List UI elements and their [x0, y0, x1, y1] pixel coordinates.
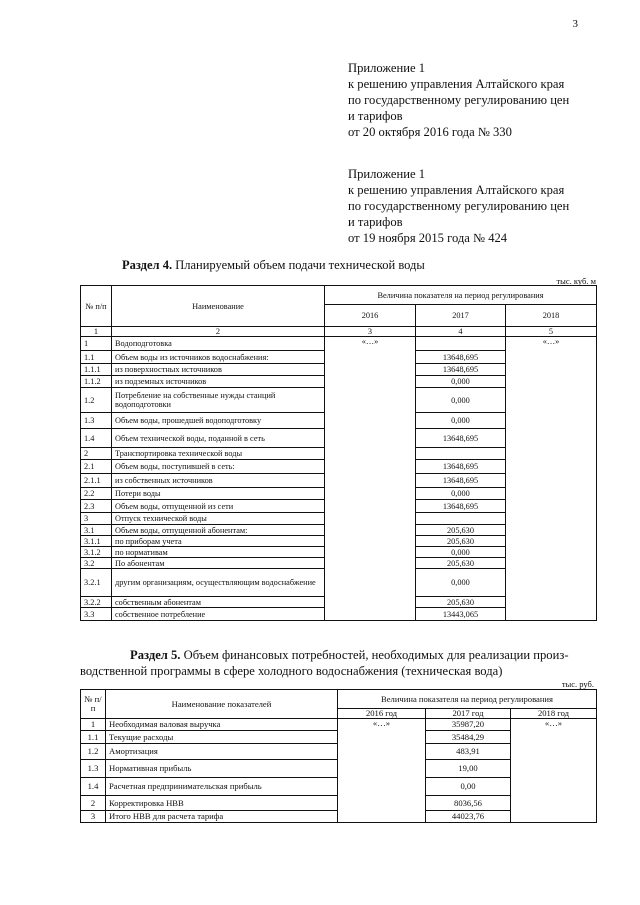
header-year: 2017 год	[426, 709, 511, 719]
value-2018: «…»	[506, 337, 597, 621]
section-5-title-line-1	[80, 647, 595, 663]
value-2017: 13443,065	[416, 608, 506, 621]
appendix-line: от 19 ноября 2015 года № 424	[348, 231, 508, 245]
row-name: Потери воды	[112, 488, 325, 500]
value-2017: 13648,695	[416, 429, 506, 448]
row-name: Объем воды, поступившей в сеть:	[112, 460, 325, 474]
row-num: 1.4	[81, 778, 106, 796]
appendix-line: по государственному регулированию цен	[348, 93, 570, 107]
row-name: другим организациям, осуществляющим водоснабжение	[112, 569, 325, 597]
section-5-title-line-2: водственной программы в сфере холодного водоснабжения (техническая вода)	[80, 664, 503, 678]
row-num: 1.2	[81, 744, 106, 760]
row-name: Расчетная предпринимательская прибыль	[106, 778, 338, 796]
section-4-label: Раздел 4.	[122, 258, 173, 272]
row-num: 3.1.2	[81, 547, 112, 558]
row-num: 2.3	[81, 500, 112, 513]
section-5-title	[80, 647, 595, 679]
column-number: 4	[416, 327, 506, 337]
section-4-table	[80, 285, 597, 621]
row-name: собственное потребление	[112, 608, 325, 621]
table-row	[81, 719, 597, 731]
value-2017: 483,91	[426, 744, 511, 760]
row-name: из собственных источников	[112, 474, 325, 488]
row-num: 1.1	[81, 731, 106, 744]
row-num: 1.1.2	[81, 376, 112, 388]
value-2017	[416, 337, 506, 351]
header-period: Величина показателя на период регулирования	[338, 690, 597, 709]
row-num: 1.1	[81, 351, 112, 364]
appendix-line: и тарифов	[348, 215, 403, 229]
section-5-heading: Объем финансовых потребностей, необходимых для реализации произ-	[180, 648, 569, 662]
appendix-block-2	[348, 166, 569, 246]
header-year: 2017	[416, 305, 506, 327]
appendix-line: по государственному регулированию цен	[348, 199, 570, 213]
column-number: 1	[81, 327, 112, 337]
appendix-line: Приложение 1	[348, 61, 426, 75]
row-num: 3.1	[81, 525, 112, 536]
row-name: из поверхностных источников	[112, 364, 325, 376]
row-num: 3.2.1	[81, 569, 112, 597]
row-num: 2.1.1	[81, 474, 112, 488]
column-number: 2	[112, 327, 325, 337]
value-2017: 13648,695	[416, 364, 506, 376]
header-year: 2018 год	[511, 709, 597, 719]
row-name: Текущие расходы	[106, 731, 338, 744]
value-2017: 19,00	[426, 760, 511, 778]
row-num: 2.1	[81, 460, 112, 474]
value-2017: 0,000	[416, 488, 506, 500]
value-2017: 13648,695	[416, 351, 506, 364]
row-name: Итого НВВ для расчета тарифа	[106, 811, 338, 823]
row-num: 2	[81, 448, 112, 460]
page-number: 3	[572, 18, 578, 30]
row-name: Необходимая валовая выручка	[106, 719, 338, 731]
section-5-unit: тыс. руб.	[561, 679, 594, 689]
header-num: № п/п	[81, 690, 106, 719]
row-num: 1.4	[81, 429, 112, 448]
row-name: Объем воды, прошедшей водоподготовку	[112, 413, 325, 429]
row-name: собственным абонентам	[112, 597, 325, 608]
value-2016: «…»	[325, 337, 416, 621]
header-name: Наименование	[112, 286, 325, 327]
row-num: 3.1.1	[81, 536, 112, 547]
value-2017: 8036,56	[426, 796, 511, 811]
value-2018: «…»	[511, 719, 597, 823]
row-num: 1	[81, 337, 112, 351]
appendix-block-1	[348, 60, 569, 140]
header-period: Величина показателя на период регулирования	[325, 286, 597, 305]
column-number: 5	[506, 327, 597, 337]
row-name: из подземных источников	[112, 376, 325, 388]
table-row	[81, 337, 597, 351]
header-year: 2018	[506, 305, 597, 327]
row-num: 2.2	[81, 488, 112, 500]
value-2017: 13648,695	[416, 474, 506, 488]
section-4-title	[122, 258, 425, 273]
section-5-table	[80, 689, 597, 823]
row-name: Нормативная прибыль	[106, 760, 338, 778]
row-name: Потребление на собственные нужды станций водоподготовки	[112, 388, 325, 413]
section-5-label: Раздел 5.	[130, 648, 181, 662]
row-name: Амортизация	[106, 744, 338, 760]
value-2016: «…»	[338, 719, 426, 823]
header-name: Наименование показателей	[106, 690, 338, 719]
row-name: Объем технической воды, поданной в сеть	[112, 429, 325, 448]
header-num: № п/п	[81, 286, 112, 327]
value-2017: 35484,29	[426, 731, 511, 744]
row-name: Отпуск технической воды	[112, 513, 325, 525]
row-num: 3.3	[81, 608, 112, 621]
row-name: Объем воды, отпущенной из сети	[112, 500, 325, 513]
section-4-unit: тыс. куб. м	[556, 276, 596, 286]
row-name: Водоподготовка	[112, 337, 325, 351]
appendix-line: Приложение 1	[348, 167, 426, 181]
row-num: 1.3	[81, 413, 112, 429]
value-2017: 0,000	[416, 569, 506, 597]
value-2017: 0,00	[426, 778, 511, 796]
value-2017: 205,630	[416, 525, 506, 536]
value-2017: 0,000	[416, 547, 506, 558]
row-num: 1.1.1	[81, 364, 112, 376]
appendix-line: и тарифов	[348, 109, 403, 123]
row-name: Объем воды, отпущенной абонентам:	[112, 525, 325, 536]
row-name: по нормативам	[112, 547, 325, 558]
row-num: 2	[81, 796, 106, 811]
value-2017	[416, 513, 506, 525]
value-2017: 44023,76	[426, 811, 511, 823]
value-2017: 13648,695	[416, 500, 506, 513]
row-name: По абонентам	[112, 558, 325, 569]
column-number: 3	[325, 327, 416, 337]
value-2017: 205,630	[416, 558, 506, 569]
row-num: 3	[81, 811, 106, 823]
row-name: Транспортировка технической воды	[112, 448, 325, 460]
value-2017: 13648,695	[416, 460, 506, 474]
appendix-line: от 20 октября 2016 года № 330	[348, 125, 512, 139]
row-num: 1.2	[81, 388, 112, 413]
header-year: 2016	[325, 305, 416, 327]
value-2017: 0,000	[416, 388, 506, 413]
row-num: 3	[81, 513, 112, 525]
appendix-line: к решению управления Алтайского края	[348, 183, 565, 197]
value-2017: 0,000	[416, 413, 506, 429]
row-num: 1.3	[81, 760, 106, 778]
row-num: 1	[81, 719, 106, 731]
appendix-line: к решению управления Алтайского края	[348, 77, 565, 91]
row-name: Корректировка НВВ	[106, 796, 338, 811]
value-2017: 205,630	[416, 597, 506, 608]
value-2017: 35987,20	[426, 719, 511, 731]
row-num: 3.2.2	[81, 597, 112, 608]
row-name: Объем воды из источников водоснабжения:	[112, 351, 325, 364]
value-2017: 0,000	[416, 376, 506, 388]
value-2017: 205,630	[416, 536, 506, 547]
section-4-heading: Планируемый объем подачи технической воды	[172, 258, 425, 272]
value-2017	[416, 448, 506, 460]
header-year: 2016 год	[338, 709, 426, 719]
row-num: 3.2	[81, 558, 112, 569]
row-name: по приборам учета	[112, 536, 325, 547]
